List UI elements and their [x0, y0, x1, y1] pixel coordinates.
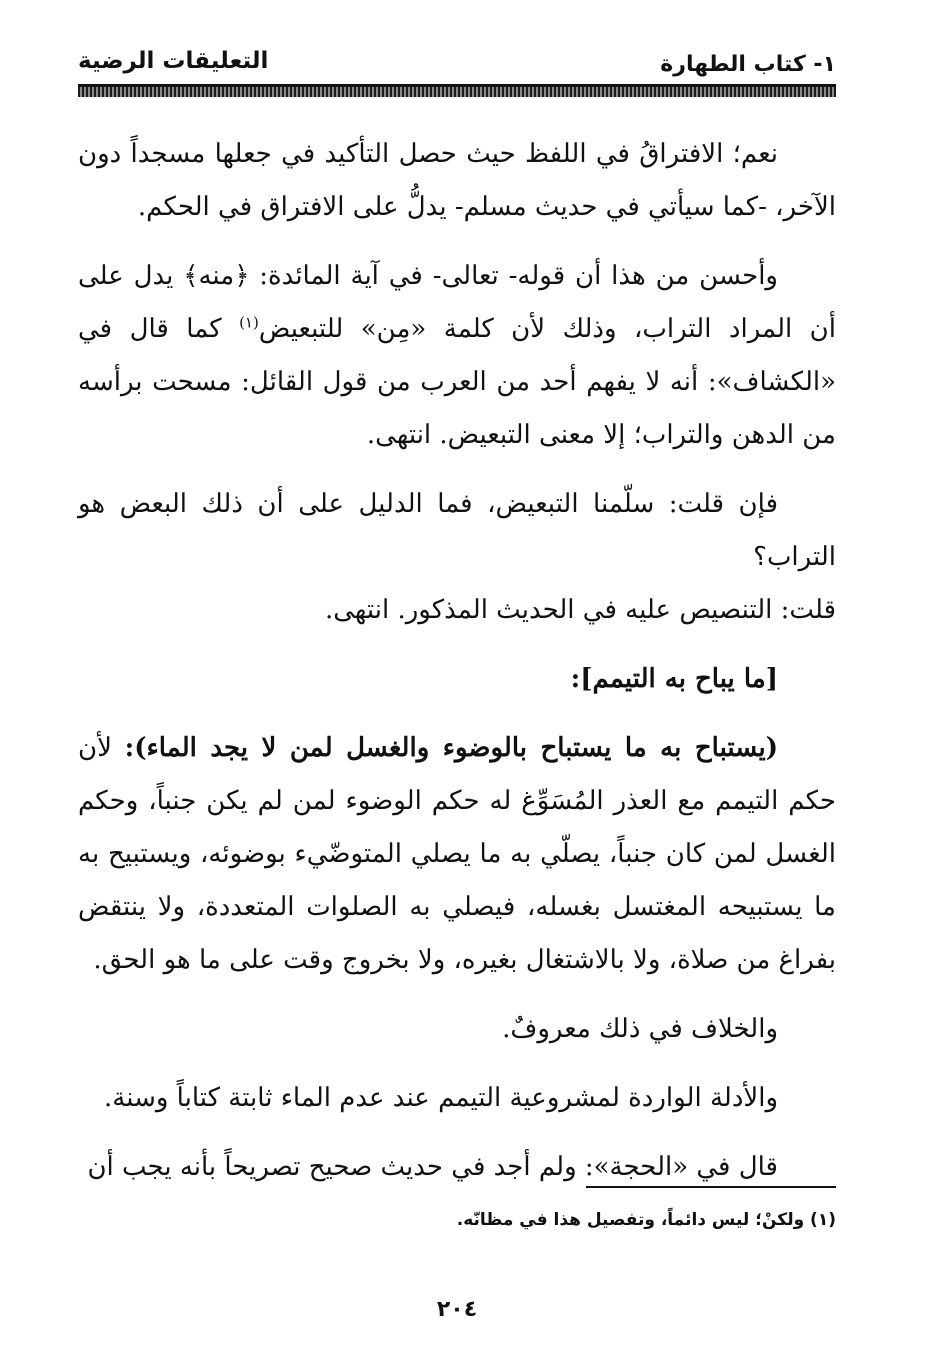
- paragraph-6: والأدلة الواردة لمشروعية التيمم عند عدم الماء ثابتة كتاباً وسنة.: [104, 1083, 778, 1113]
- answer-line: قلت: التنصيص عليه في الحديث المذكور. انتهى.: [324, 595, 836, 625]
- running-header: [78, 44, 836, 84]
- footnote-marker: (١): [239, 313, 259, 332]
- paragraph-7: قال في «الحجة»: ولم أجد في حديث صحيح تصريحاً بأنه يجب أن: [87, 1152, 778, 1182]
- header-rule: [78, 84, 836, 97]
- paragraph-5: والخلاف في ذلك معروفٌ.: [502, 1014, 778, 1044]
- footnote-rule: [586, 1186, 836, 1188]
- paragraph-2: [78, 250, 836, 462]
- paragraph-2-part-1: وأحسن من هذا أن قوله- تعالى- في آية المائدة: ﴿منه﴾ يدل على أن المراد التراب، وذلك لأن كلمة «مِن» للتبعيض: [78, 261, 836, 344]
- section-heading: [ما يباح به التيمم]:: [570, 664, 778, 694]
- question-line: فإن قلت: سلّمنا التبعيض، فما الدليل على أن ذلك البعض هو التراب؟: [78, 489, 836, 572]
- book-page: [78, 0, 836, 1357]
- paragraph-3: [78, 478, 836, 637]
- commentary-text: لأن حكم التيمم مع العذر المُسَوِّغ له حكم الوضوء لمن لم يكن جنباً، وحكم الغسل لمن كان جنباً، يصلّي به ما يصلي المتوضّيء بوضوئه، ويستبيح به ما يستبيحه المغتسل بغسله، فيصلي به الصلوات المتعددة، ولا ينتقض بفراغ من صلاة، ولا بالاشتغال بغيره، ولا بخروج وقت على ما هو الحق.: [78, 733, 836, 975]
- body-text: [78, 128, 836, 1210]
- matn-text: (يستباح به ما يستباح بالوضوء والغسل لمن لا يجد الماء):: [124, 733, 778, 763]
- page-number: ٢٠٤: [436, 1297, 478, 1322]
- footnote: (١) ولكنْ؛ ليس دائماً، وتفصيل هذا في مظانّه.: [456, 1210, 836, 1230]
- book-title: التعليقات الرضية: [78, 48, 269, 74]
- paragraph-2-part-2: كما قال في «الكشاف»: أنه لا يفهم أحد من العرب من قول القائل: مسحت برأسه من الدهن والتراب؛ إلا معنى التبعيض. انتهى.: [78, 314, 836, 450]
- chapter-title: ١- كتاب الطهارة: [660, 52, 836, 77]
- paragraph-1: نعم؛ الافتراقُ في اللفظ حيث حصل التأكيد في جعلها مسجداً دون الآخر، -كما سيأتي في حديث مسلم- يدلُّ على الافتراق في الحكم.: [78, 139, 836, 222]
- paragraph-4: [78, 722, 836, 987]
